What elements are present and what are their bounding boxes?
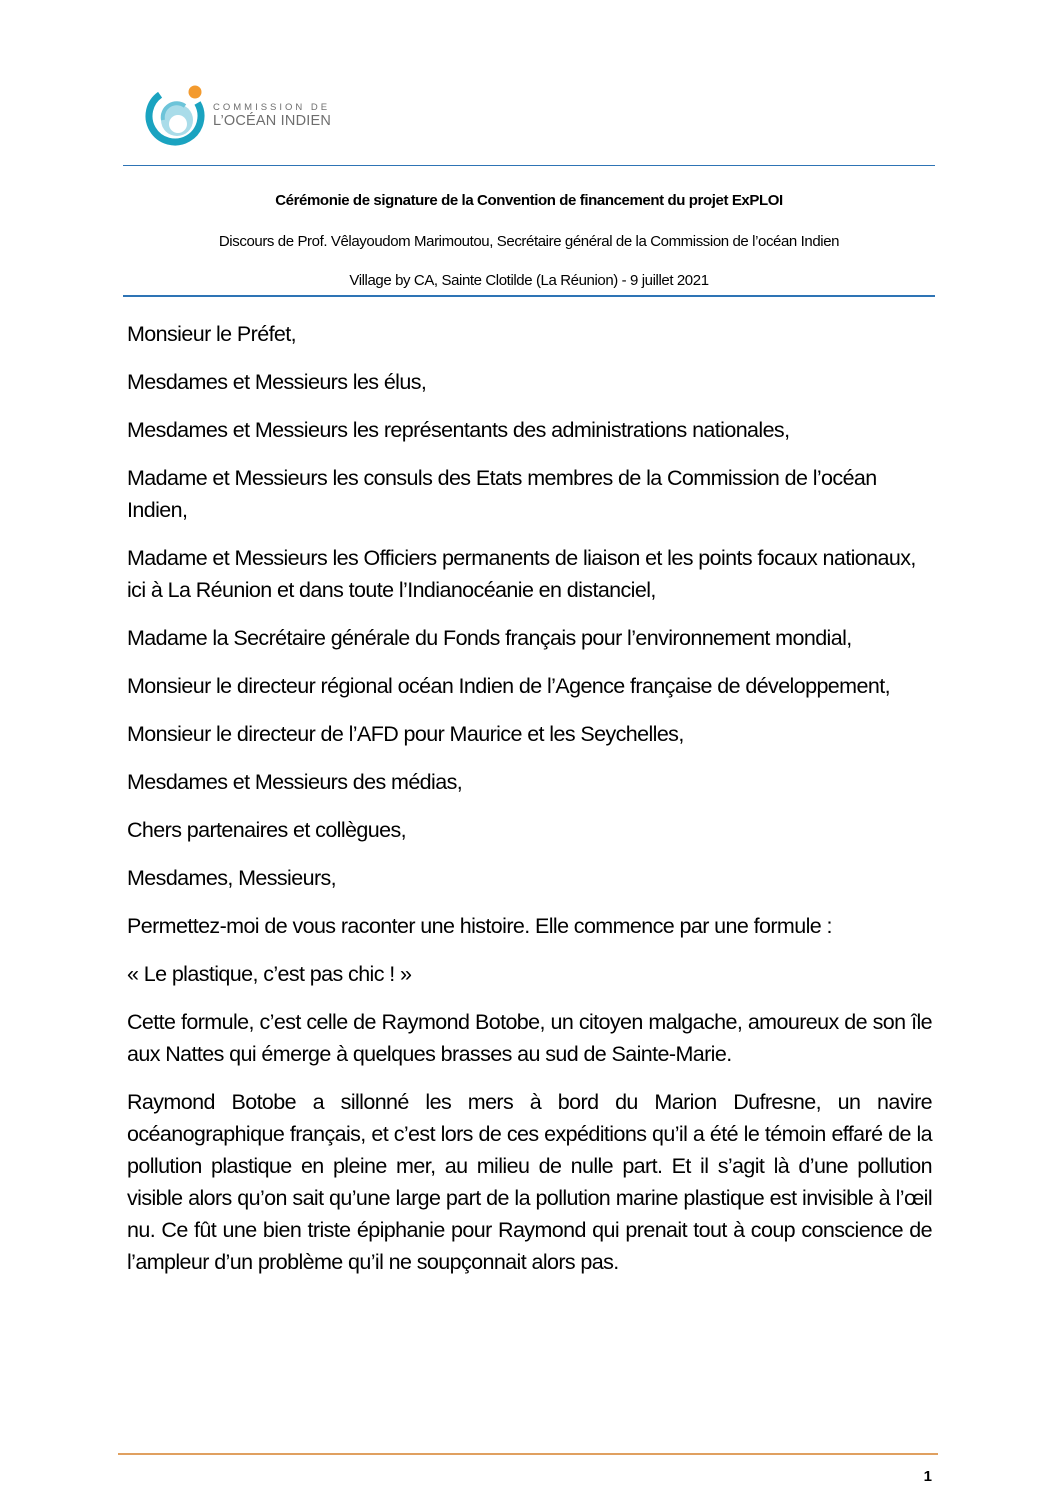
coi-logo bbox=[145, 80, 345, 150]
venue-date: Village by CA, Sainte Clotilde (La Réunion) - 9 juillet 2021 bbox=[349, 272, 709, 289]
salutation: Monsieur le directeur de l’AFD pour Maurice et les Seychelles, bbox=[127, 722, 684, 746]
salutation: Chers partenaires et collègues, bbox=[127, 818, 406, 842]
document-subtitle: Discours de Prof. Vêlayoudom Marimoutou, Secrétaire général de la Commission de l’océan Indien bbox=[218, 233, 840, 250]
logo-text bbox=[213, 102, 331, 130]
salutation: Mesdames et Messieurs les élus, bbox=[127, 370, 427, 394]
paragraph: Cette formule, c’est celle de Raymond Botobe, un citoyen malgache, amoureux de son île aux Nattes qui émerge à quelques brasses au sud de Sainte-Marie. bbox=[127, 1010, 932, 1066]
document-title: Cérémonie de signature de la Convention de financement du projet ExPLOI bbox=[275, 192, 783, 209]
paragraph: Raymond Botobe a sillonné les mers à bord du Marion Dufresne, un navire océanographique français, et c’est lors de ces expéditions qu’il a été le témoin effaré de la pollution plastique en pleine mer, au milieu de nulle part. Et il s’agit là d’une pollution visible alors qu’on sait qu’une large part de la pollution marine plastique est invisible à l’œil nu. Ce fût une bien triste épiphanie pour Raymond qui prenait tout à coup conscience de l’ampleur d’un problème qu’il ne soupçonnait alors pas. bbox=[127, 1090, 932, 1274]
logo-line-2: L’OCÉAN INDIEN bbox=[213, 113, 332, 129]
header-bottom-rule bbox=[123, 295, 935, 297]
salutation: Mesdames, Messieurs, bbox=[127, 866, 337, 890]
footer-rule bbox=[118, 1453, 938, 1455]
header-top-rule bbox=[123, 165, 935, 166]
logo-line-1: COMMISSION DE bbox=[213, 102, 331, 113]
salutation: Monsieur le Préfet, bbox=[127, 322, 297, 346]
speech-body bbox=[127, 318, 932, 1294]
salutation: Mesdames et Messieurs des médias, bbox=[127, 770, 463, 794]
salutation: Madame la Secrétaire générale du Fonds français pour l’environnement mondial, bbox=[127, 626, 852, 650]
coi-logo-icon bbox=[145, 80, 207, 146]
salutation: Monsieur le directeur régional océan Indien de l’Agence française de développement, bbox=[127, 674, 890, 698]
quote: « Le plastique, c’est pas chic ! » bbox=[127, 962, 412, 986]
salutation: Mesdames et Messieurs les représentants des administrations nationales, bbox=[127, 418, 790, 442]
salutation: Madame et Messieurs les Officiers permanents de liaison et les points focaux nationaux, ici à La Réunion et dans toute l’Indianocéanie en distanciel, bbox=[127, 546, 916, 602]
salutation: Madame et Messieurs les consuls des Etats membres de la Commission de l’océan Indien, bbox=[127, 466, 877, 522]
page-number: 1 bbox=[923, 1468, 932, 1485]
paragraph: Permettez-moi de vous raconter une histoire. Elle commence par une formule : bbox=[127, 914, 832, 938]
